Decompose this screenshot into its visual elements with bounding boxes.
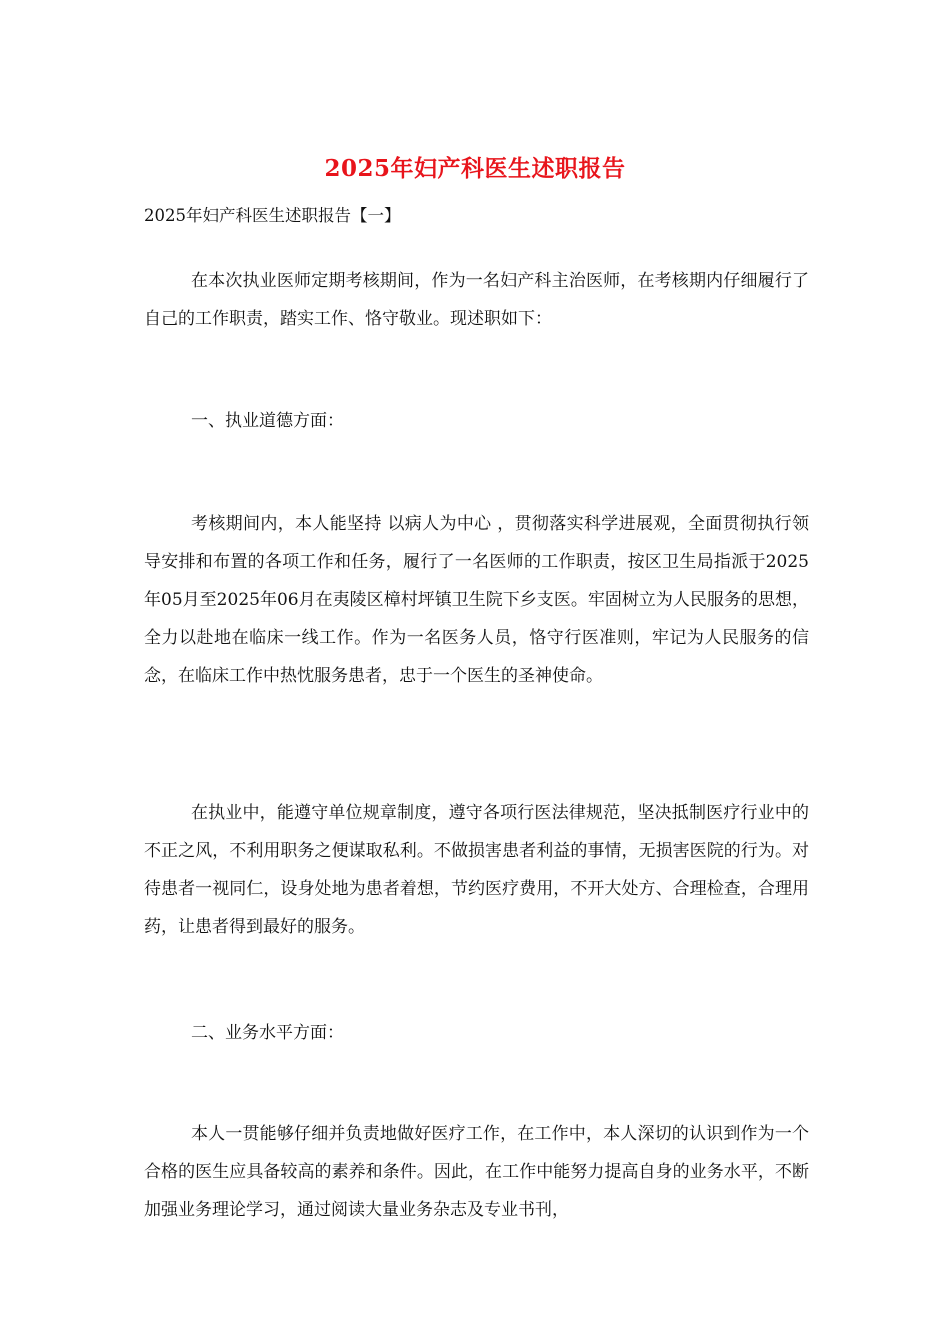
section-heading-skills: 二、业务水平方面： [191, 1023, 344, 1043]
ethics-paragraph-1: 考核期间内，本人能坚持 以病人为中心 ，贯彻落实科学进展观，全面贯彻执行领导安排和布置的各项工作和任务，履行了一名医师的工作职责，按区卫生局指派于2025年05月至2025年06月在夷陵区樟村坪镇卫生院下乡支医。牢固树立为人民服务的思想，全力以赴地在临床一线工作。作为一名医务人员，恪守行医准则，牢记为人民服务的信念，在临床工作中热忱服务患者，忠于一个医生的圣神使命。 [144, 514, 809, 686]
skills-paragraph-1: 本人一贯能够仔细并负责地做好医疗工作，在工作中，本人深切的认识到作为一个合格的医生应具备较高的素养和条件。因此，在工作中能努力提高自身的业务水平，不断加强业务理论学习，通过阅读大量业务杂志及专业书刊， [144, 1124, 809, 1220]
document-title: 2025年妇产科医生述职报告 [324, 155, 626, 182]
document-subtitle: 2025年妇产科医生述职报告【一】 [144, 206, 401, 225]
section-heading-ethics: 一、执业道德方面： [191, 411, 344, 431]
ethics-paragraph-2: 在执业中，能遵守单位规章制度，遵守各项行医法律规范，坚决抵制医疗行业中的不正之风，不利用职务之便谋取私利。不做损害患者利益的事情，无损害医院的行为。对待患者一视同仁，设身处地为患者着想，节约医疗费用，不开大处方、合理检查，合理用药，让患者得到最好的服务。 [144, 803, 809, 937]
intro-paragraph: 在本次执业医师定期考核期间，作为一名妇产科主治医师，在考核期内仔细履行了自己的工作职责，踏实工作、恪守敬业。现述职如下： [144, 271, 809, 329]
